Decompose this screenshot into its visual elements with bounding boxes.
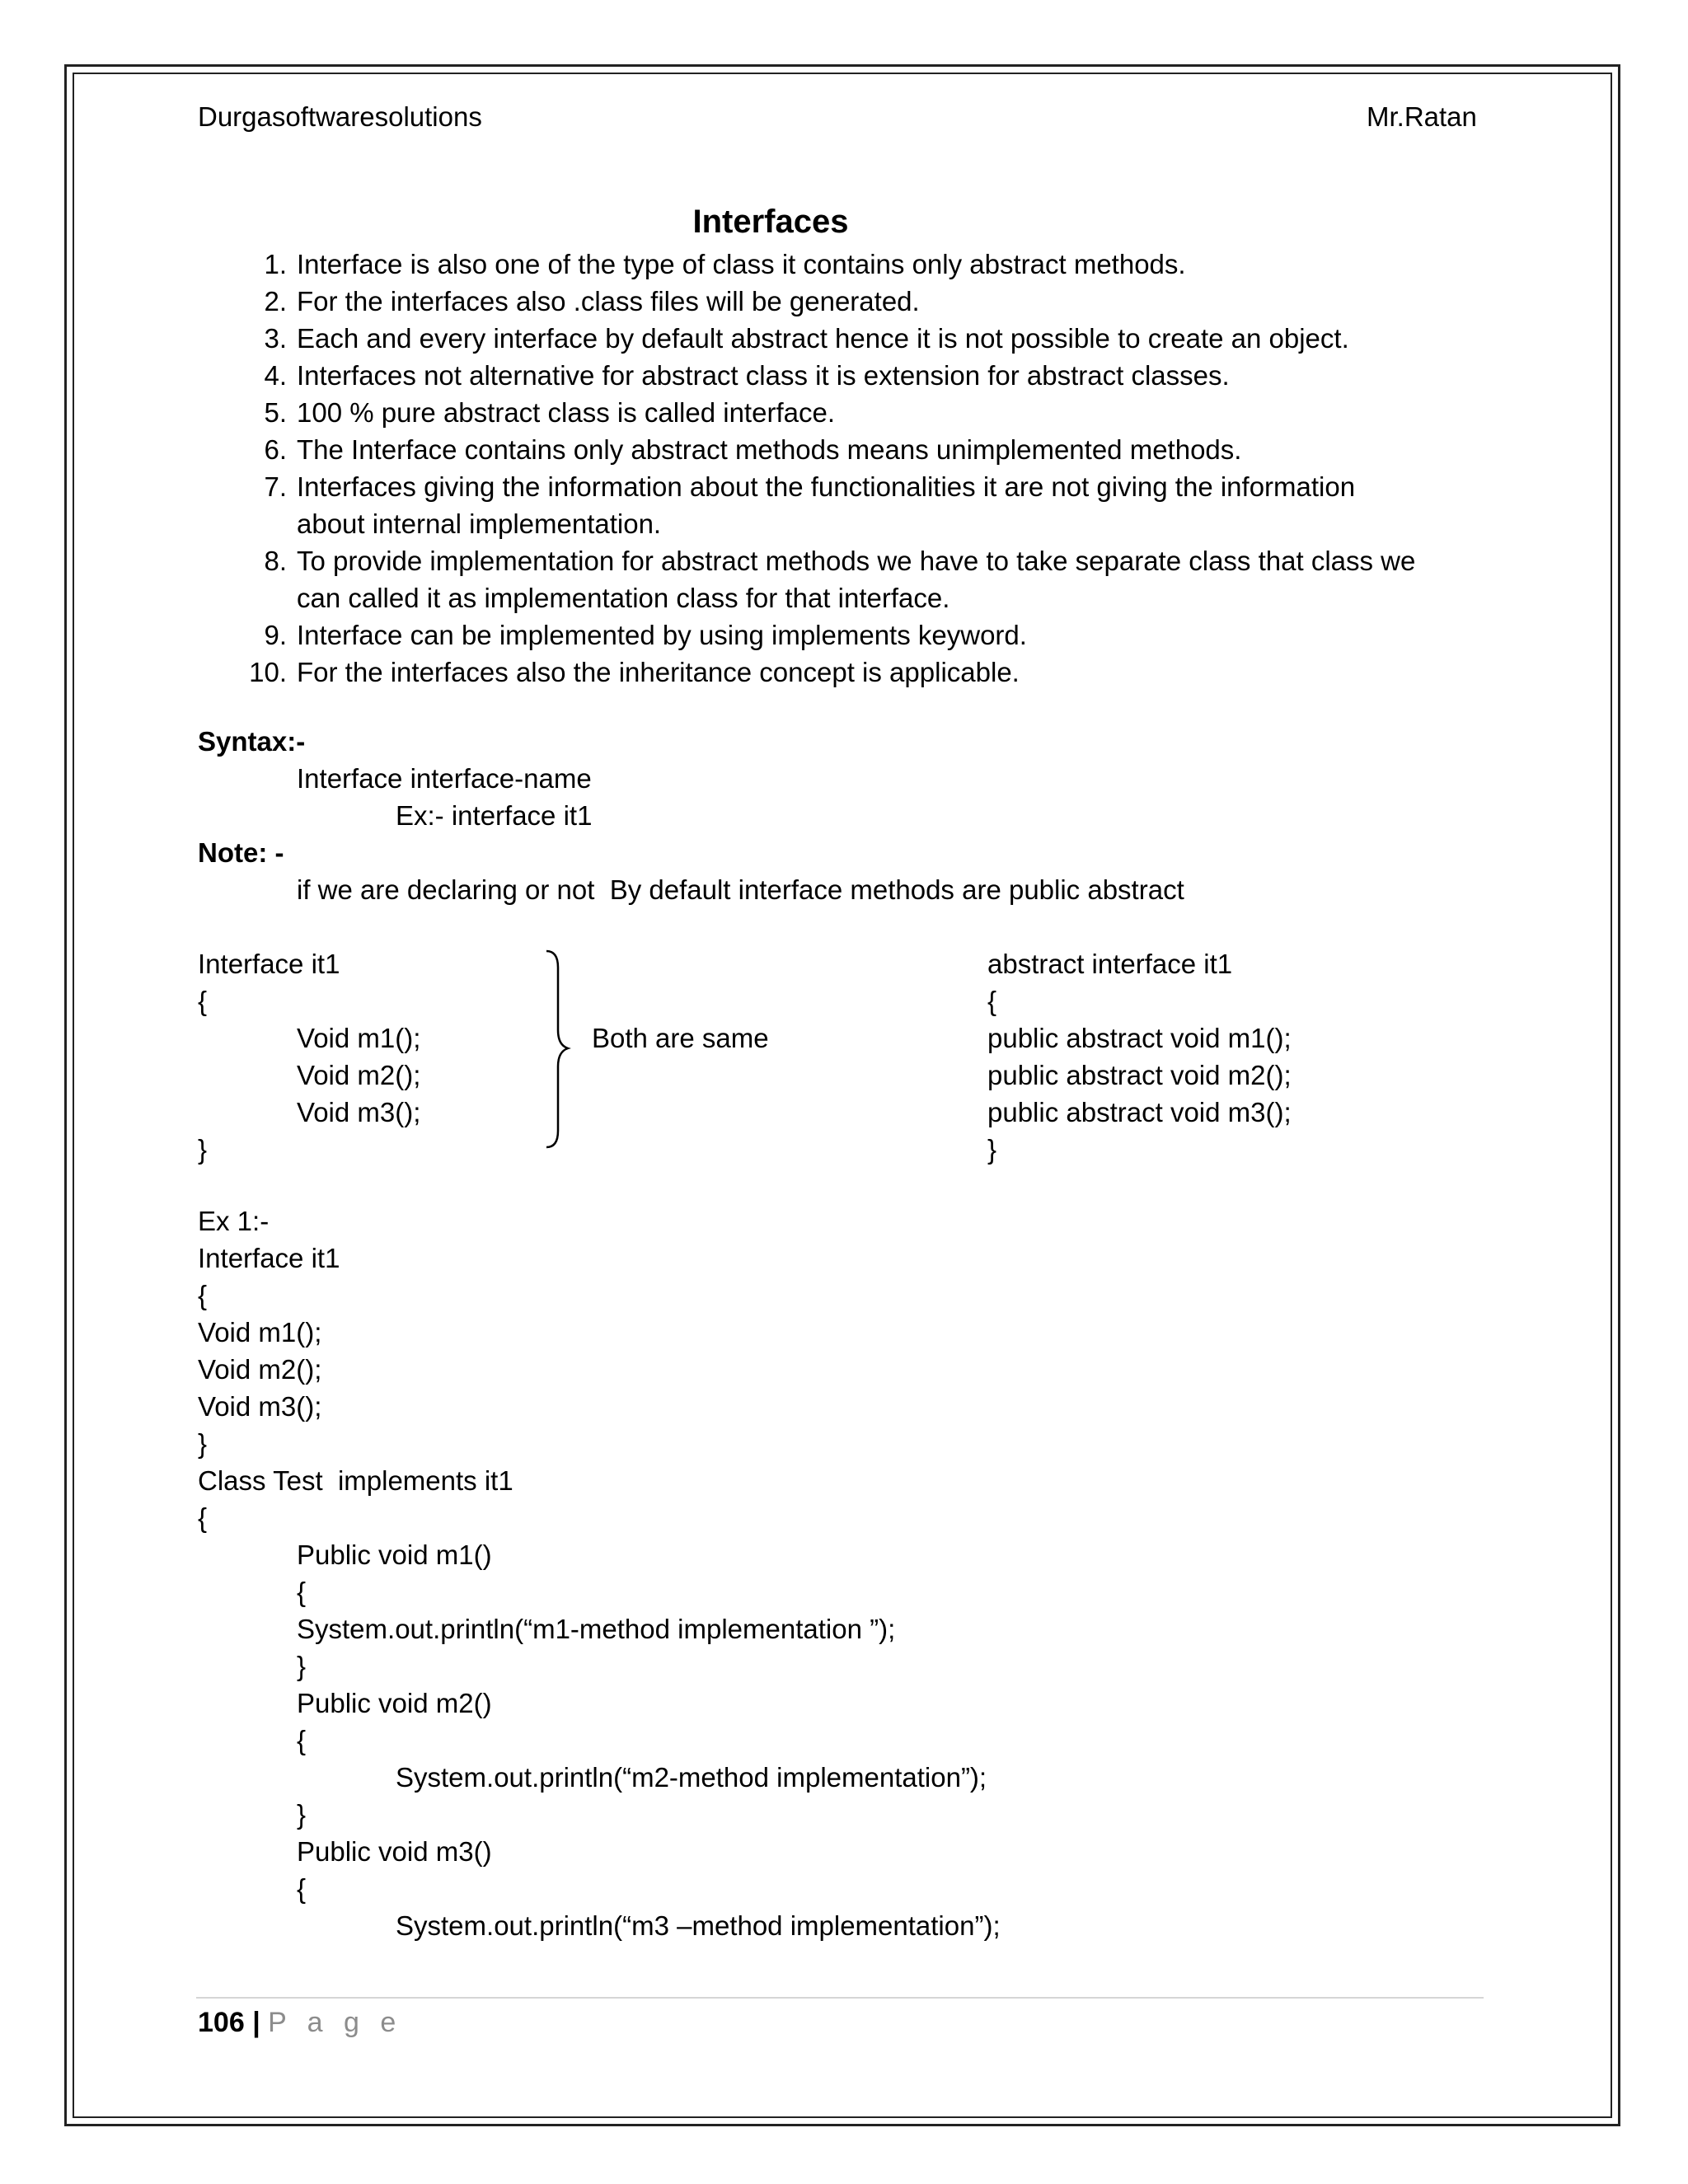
code-line: } <box>297 1799 307 1830</box>
note-label: Note: - <box>198 837 284 868</box>
code-line: { <box>198 1502 208 1533</box>
item-text: To provide implementation for abstract methods we have to take separate class that class we <box>297 546 1416 576</box>
list-item <box>264 542 1451 616</box>
code-line: Public void m2() <box>297 1688 492 1718</box>
code-line: { <box>297 1725 307 1755</box>
page-footer <box>198 2004 402 2041</box>
compare-right-line: public abstract void m1(); <box>987 1023 1292 1053</box>
code-line: System.out.println(“m1-method implementation ”); <box>297 1614 896 1644</box>
list-item <box>264 320 1451 357</box>
page-number: 106 <box>198 2007 245 2038</box>
compare-left-line: { <box>198 986 208 1016</box>
item-text: Interface is also one of the type of class it contains only abstract methods. <box>297 249 1186 279</box>
code-line: Public void m3() <box>297 1836 492 1867</box>
item-number: 1. <box>264 249 287 279</box>
compare-left-line: Void m1(); <box>297 1023 421 1053</box>
item-text: For the interfaces also the inheritance concept is applicable. <box>297 657 1020 687</box>
list-item <box>249 654 1451 691</box>
code-line: } <box>297 1651 307 1681</box>
list-item <box>264 468 1451 542</box>
item-number: 3. <box>264 323 287 354</box>
item-text-cont: about internal implementation. <box>297 509 662 539</box>
compare-left-line: Interface it1 <box>198 949 340 979</box>
list-item <box>264 616 1451 654</box>
item-number: 7. <box>264 471 287 502</box>
item-text: The Interface contains only abstract methods means unimplemented methods. <box>297 434 1242 465</box>
item-number: 5. <box>264 397 287 428</box>
item-number: 9. <box>264 620 287 650</box>
code-line: System.out.println(“m2-method implementation”); <box>396 1762 987 1793</box>
code-line: Class Test implements it1 <box>198 1465 513 1496</box>
compare-right-line: { <box>987 986 997 1016</box>
code-line: { <box>297 1873 307 1904</box>
footer-divider <box>196 1997 1484 1999</box>
list-item <box>264 283 1451 320</box>
compare-right-line: public abstract void m2(); <box>987 1060 1292 1090</box>
code-line: System.out.println(“m3 –method implementation”); <box>396 1910 1001 1941</box>
code-line: Public void m1() <box>297 1540 492 1570</box>
item-text: Interfaces giving the information about the functionalities it are not giving the information <box>297 471 1356 502</box>
compare-middle-text: Both are same <box>592 1023 769 1053</box>
item-text: Interface can be implemented by using implements keyword. <box>297 620 1027 650</box>
list-item <box>264 431 1451 468</box>
code-line: } <box>198 1428 208 1459</box>
item-number: 2. <box>264 286 287 316</box>
item-text-cont: can called it as implementation class for that interface. <box>297 583 950 613</box>
code-line: Void m1(); <box>198 1317 322 1347</box>
item-text: Interfaces not alternative for abstract class it is extension for abstract classes. <box>297 360 1230 391</box>
footer-separator: | <box>252 2007 260 2038</box>
list-item <box>264 246 1451 283</box>
compare-left-line: Void m3(); <box>297 1097 421 1127</box>
item-text: For the interfaces also .class files will be generated. <box>297 286 920 316</box>
compare-left-line: Void m2(); <box>297 1060 421 1090</box>
points-list <box>249 246 1451 691</box>
syntax-line: Interface interface-name <box>297 763 592 794</box>
compare-right-line: public abstract void m3(); <box>987 1097 1292 1127</box>
list-item <box>264 394 1451 431</box>
code-line: Void m2(); <box>198 1354 322 1385</box>
code-line: Void m3(); <box>198 1391 322 1422</box>
item-number: 4. <box>264 360 287 391</box>
item-number: 8. <box>264 546 287 576</box>
item-text: Each and every interface by default abstract hence it is not possible to create an object. <box>297 323 1349 354</box>
code-line: { <box>297 1577 307 1607</box>
example-label: Ex 1:- <box>198 1206 270 1236</box>
syntax-example: Ex:- interface it1 <box>396 800 593 831</box>
compare-right-line: } <box>987 1134 997 1165</box>
item-text: 100 % pure abstract class is called interface. <box>297 397 835 428</box>
curly-brace-icon <box>540 948 589 1150</box>
list-item <box>264 357 1451 394</box>
syntax-label: Syntax:- <box>198 726 306 757</box>
page-word: P a g e <box>268 2007 403 2038</box>
compare-left-line: } <box>198 1134 208 1165</box>
compare-right-line: abstract interface it1 <box>987 949 1233 979</box>
note-text: if we are declaring or not By default interface methods are public abstract <box>297 874 1184 905</box>
header-right: Mr.Ratan <box>1367 101 1477 132</box>
item-number: 10. <box>249 657 287 687</box>
page-title: Interfaces <box>692 204 849 240</box>
code-line: { <box>198 1280 208 1310</box>
code-line: Interface it1 <box>198 1243 340 1273</box>
header-left: Durgasoftwaresolutions <box>198 101 482 132</box>
item-number: 6. <box>264 434 287 465</box>
